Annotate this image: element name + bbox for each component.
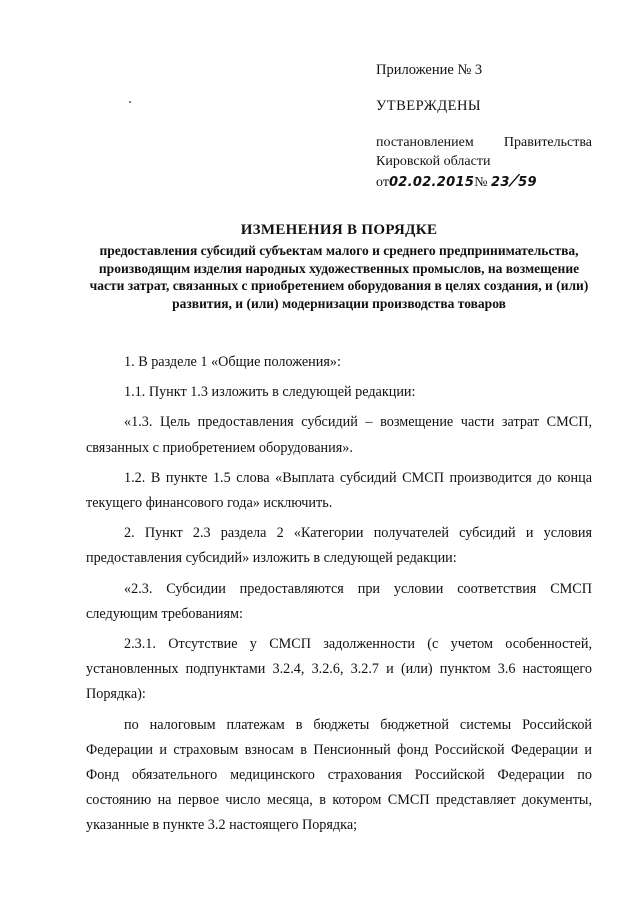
decree-date: 02.02.2015 bbox=[388, 175, 475, 190]
scan-speck bbox=[129, 101, 131, 103]
appendix-label: Приложение № 3 bbox=[376, 62, 483, 78]
paragraph-2-3-1: 2.3.1. Отсутствие у СМСП задолженности (с учетом особенностей, установленных подпунктами 3.2.4, 3.2.6, 3.2.7 и (или) пунктом 3.6 настоящего Порядка): bbox=[86, 636, 592, 703]
document-body bbox=[86, 350, 592, 839]
paragraph-1-2: 1.2. В пункте 1.5 слова «Выплата субсидий СМСП производится до конца текущего финансового года» исключить. bbox=[86, 469, 592, 512]
paragraph-section-1: 1. В разделе 1 «Общие положения»: bbox=[124, 354, 341, 370]
approved-label: УТВЕРЖДЕНЫ bbox=[376, 98, 482, 114]
decree-number-slash: / bbox=[508, 169, 520, 192]
decree-date-line bbox=[376, 171, 592, 192]
decree-line-1 bbox=[376, 133, 592, 152]
paragraph-section-2: 2. Пункт 2.3 раздела 2 «Категории получателей субсидий и условия предоставления субсидий» изложить в следующей редакции: bbox=[86, 525, 592, 567]
decree-line-2: Кировской области bbox=[376, 154, 491, 169]
document-title: ИЗМЕНЕНИЯ В ПОРЯДКЕ bbox=[240, 222, 438, 238]
document-subtitle: предоставления субсидий субъектам малого и среднего предпринимательства, производящим изделия народных художественных промыслов, на возмещение части затрат, связанных с приобретением оборудования в целях создания, и (или) развития, и (или) модернизации производства товаров bbox=[89, 243, 589, 311]
paragraph-2-3: «2.3. Субсидии предоставляются при условии соответствия СМСП следующим требованиям: bbox=[86, 580, 592, 622]
document-heading bbox=[86, 222, 592, 312]
paragraph-tax-payments: по налоговым платежам в бюджеты бюджетной системы Российской Федерации и страховым взносам в Пенсионный фонд Российской Федерации и Фонд обязательного медицинского страхования Российской Федерации по состоянию на первое число месяца, в котором СМСП представляет документы, указанные в пункте 3.2 настоящего Порядка; bbox=[86, 716, 592, 834]
decree-reference bbox=[376, 133, 592, 192]
decree-from-label: от bbox=[376, 175, 389, 190]
paragraph-1-3-text: «1.3. Цель предоставления субсидий – возмещение части затрат СМСП, связанных с приобретением оборудования». bbox=[86, 414, 592, 456]
decree-number-label: № bbox=[474, 175, 488, 190]
decree-number-part-a: 23 bbox=[491, 175, 510, 190]
paragraph-1-1: 1.1. Пункт 1.3 изложить в следующей редакции: bbox=[124, 384, 416, 401]
decree-word-resolution: постановлением bbox=[376, 135, 474, 150]
decree-number-part-b: 59 bbox=[518, 175, 537, 190]
decree-word-government: Правительства bbox=[503, 135, 592, 150]
